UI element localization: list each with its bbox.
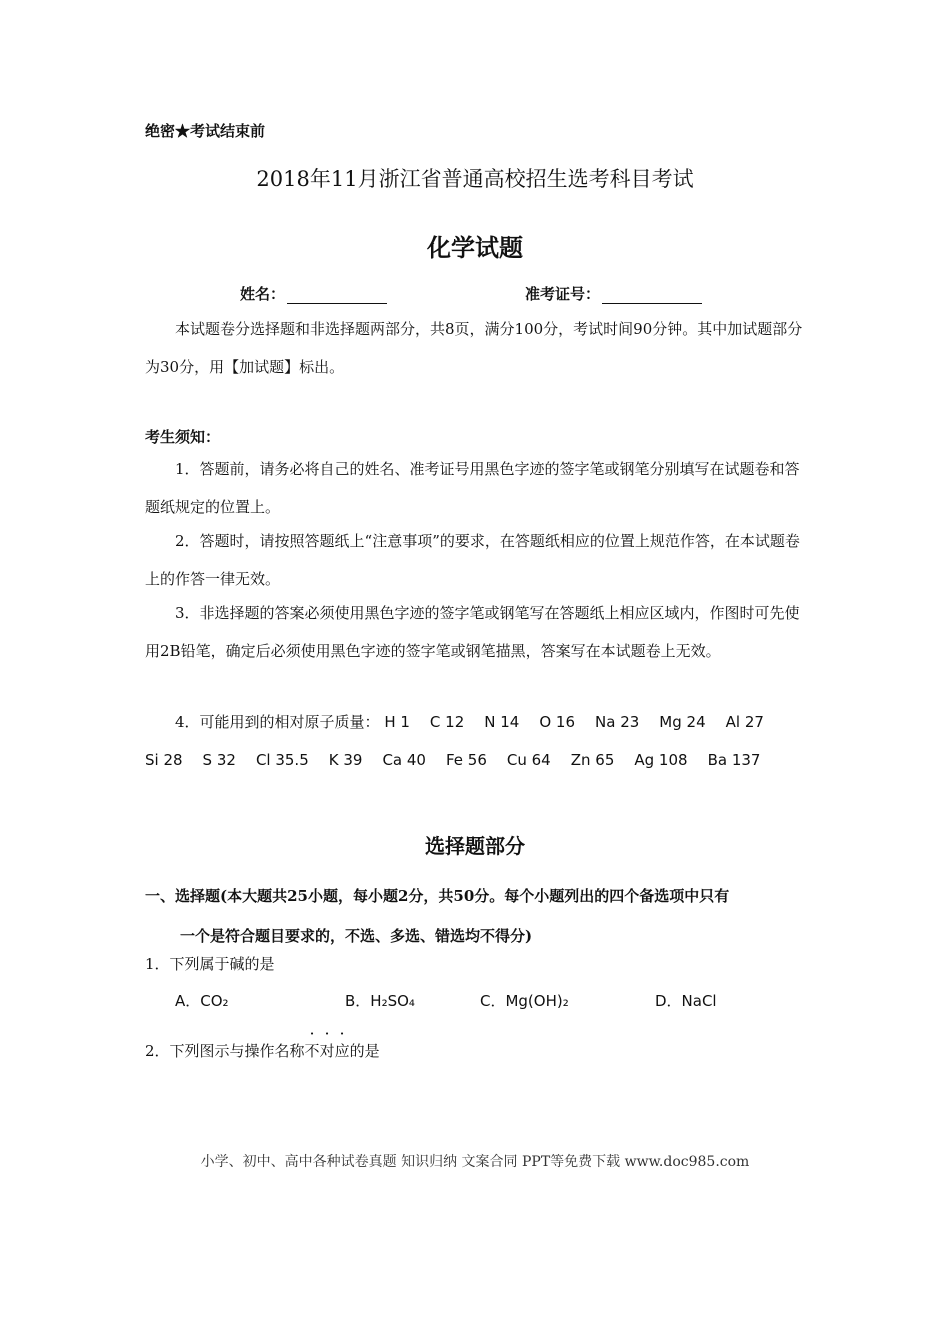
footer-text: 小学、初中、高中各种试卷真题 知识归纳 文案合同 PPT等免费下载 www.doc985.com	[200, 1154, 750, 1170]
atomic-mass-entry: N 14	[484, 713, 520, 731]
subject-title: 化学试题	[427, 233, 523, 262]
option-d: D．NaCl	[655, 992, 717, 1010]
part1-heading	[145, 876, 825, 956]
exam-id-field	[525, 283, 702, 304]
atomic-mass-entry: Na 23	[595, 713, 640, 731]
atomic-mass-entry: Zn 65	[570, 751, 615, 769]
question-1-stem: 1．下列属于碱的是	[145, 955, 275, 973]
name-label: 姓名：	[240, 285, 286, 303]
question-2-suffix: 的是	[349, 1042, 380, 1060]
exam-id-blank	[602, 287, 702, 304]
part1-heading-line1: 一、选择题(本大题共25小题，每小题2分，共50分。每个小题列出的四个备选项中只有	[145, 887, 730, 905]
option-a: A．CO₂	[175, 992, 229, 1010]
question-2-stem	[145, 1040, 380, 1061]
atomic-mass-entry: Al 27	[725, 713, 764, 731]
name-field	[240, 283, 387, 304]
notice-item-1: 1．答题前，请务必将自己的姓名、准考证号用黑色字迹的签字笔或钢笔分别填写在试题卷和答题纸规定的位置上。	[145, 460, 800, 516]
atomic-mass-entry: Cu 64	[506, 751, 551, 769]
atomic-mass-entry: Mg 24	[659, 713, 706, 731]
atomic-mass-entry: Si 28	[145, 751, 183, 769]
atomic-mass-entry: H 1	[384, 713, 410, 731]
notice-item-3: 3．非选择题的答案必须使用黑色字迹的签字笔或钢笔写在答题纸上相应区域内，作图时可先使用2B铅笔，确定后必须使用黑色字迹的签字笔或钢笔描黑，答案写在本试题卷上无效。	[145, 604, 800, 660]
notice-heading: 考生须知：	[145, 428, 221, 446]
emphasis-char-2: 对	[319, 1042, 335, 1060]
atomic-mass-entry: Ba 137	[707, 751, 761, 769]
atomic-mass-entry: O 16	[539, 713, 576, 731]
exam-id-label: 准考证号：	[525, 285, 601, 303]
section-title: 选择题部分	[425, 834, 525, 858]
atomic-mass-entry: S 32	[202, 751, 236, 769]
intro-paragraph: 本试题卷分选择题和非选择题两部分，共8页，满分100分，考试时间90分钟。其中加试题部分为30分，用【加试题】标出。	[145, 320, 803, 376]
question-2-prefix: 2．下列图示与操作名称	[145, 1042, 305, 1060]
notice-item-2: 2．答题时，请按照答题纸上“注意事项”的要求，在答题纸相应的位置上规范作答，在本试题卷上的作答一律无效。	[145, 532, 800, 588]
atomic-mass-entry: K 39	[328, 751, 363, 769]
notice-item-4	[145, 703, 805, 779]
option-b: B．H₂SO₄	[345, 992, 415, 1010]
part1-heading-line2: 一个是符合题目要求的，不选、多选、错选均不得分)	[180, 927, 533, 945]
atomic-mass-entry: C 12	[429, 713, 465, 731]
atomic-mass-entry: Ca 40	[382, 751, 426, 769]
secret-label: 绝密★考试结束前	[145, 122, 266, 140]
atomic-mass-entry: Cl 35.5	[255, 751, 309, 769]
atomic-mass-intro: 4．可能用到的相对原子质量：	[175, 713, 380, 731]
emphasis-char-3: 应	[334, 1042, 350, 1060]
exam-title: 2018年11月浙江省普通高校招生选考科目考试	[256, 167, 694, 191]
atomic-mass-entry: Fe 56	[445, 751, 487, 769]
atomic-mass-entry: Ag 108	[634, 751, 688, 769]
option-c: C．Mg(OH)₂	[480, 992, 569, 1010]
emphasis-char-1: 不	[304, 1042, 320, 1060]
name-blank	[287, 287, 387, 304]
